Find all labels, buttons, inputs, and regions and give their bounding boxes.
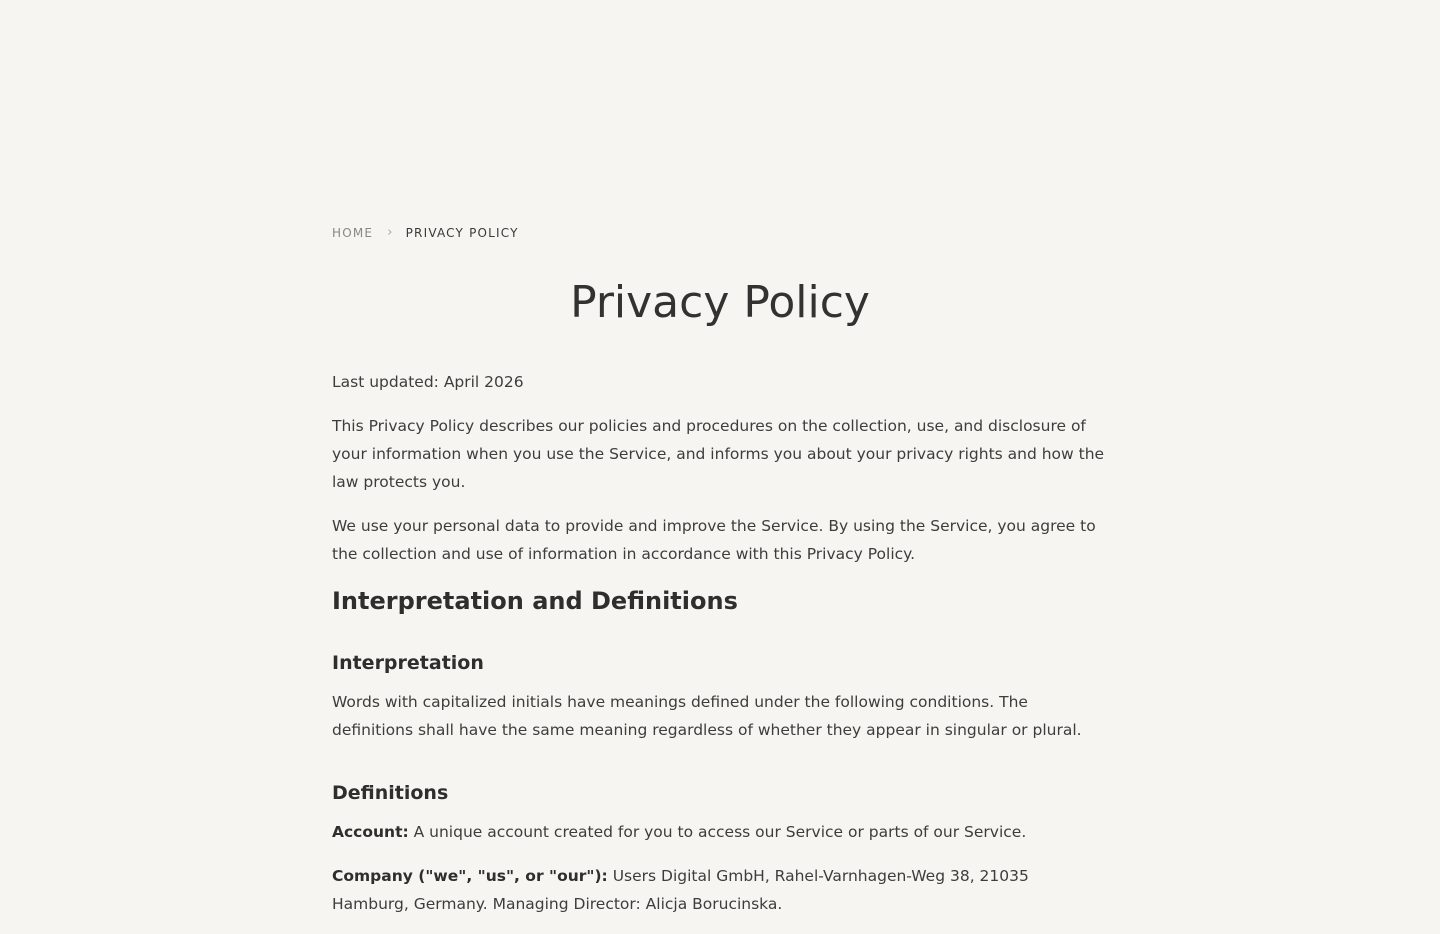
- last-updated: Last updated: April 2026: [332, 373, 524, 391]
- intro-paragraph: We use your personal data to provide and improve the Service. By using the Service, you agree to the collection and use of information in accordance with this Privacy Policy.: [332, 517, 1096, 563]
- chevron-right-icon: ›: [387, 225, 394, 240]
- definition-term: Account:: [332, 823, 409, 841]
- subsection-heading: Interpretation: [332, 652, 484, 674]
- definition-item: [332, 818, 1108, 846]
- intro-paragraph: This Privacy Policy describes our policies and procedures on the collection, use, and disclosure of your information when you use the Service, and informs you about your privacy rights and how the law protects you.: [332, 417, 1105, 491]
- definition-item: [332, 862, 1108, 918]
- subsection-heading: Definitions: [332, 782, 449, 804]
- breadcrumb: [332, 224, 519, 242]
- section-heading: Interpretation and Definitions: [332, 587, 738, 615]
- definition-text: A unique account created for you to access our Service or parts of our Service.: [408, 823, 1027, 841]
- definition-term: Company ("we", "us", or "our"):: [332, 867, 608, 885]
- breadcrumb-current: PRIVACY POLICY: [405, 226, 519, 240]
- definition-text: Users Digital GmbH, Rahel-Varnhagen-Weg 38, 21035 Hamburg, Germany. Managing Director: Alicja Borucinska.: [332, 867, 1029, 913]
- page-title: Privacy Policy: [570, 277, 870, 328]
- breadcrumb-home-link[interactable]: HOME: [332, 226, 374, 240]
- policy-body: [332, 368, 1108, 934]
- interpretation-paragraph: Words with capitalized initials have meanings defined under the following conditions. The definitions shall have the same meaning regardless of whether they appear in singular or plural.: [332, 693, 1082, 739]
